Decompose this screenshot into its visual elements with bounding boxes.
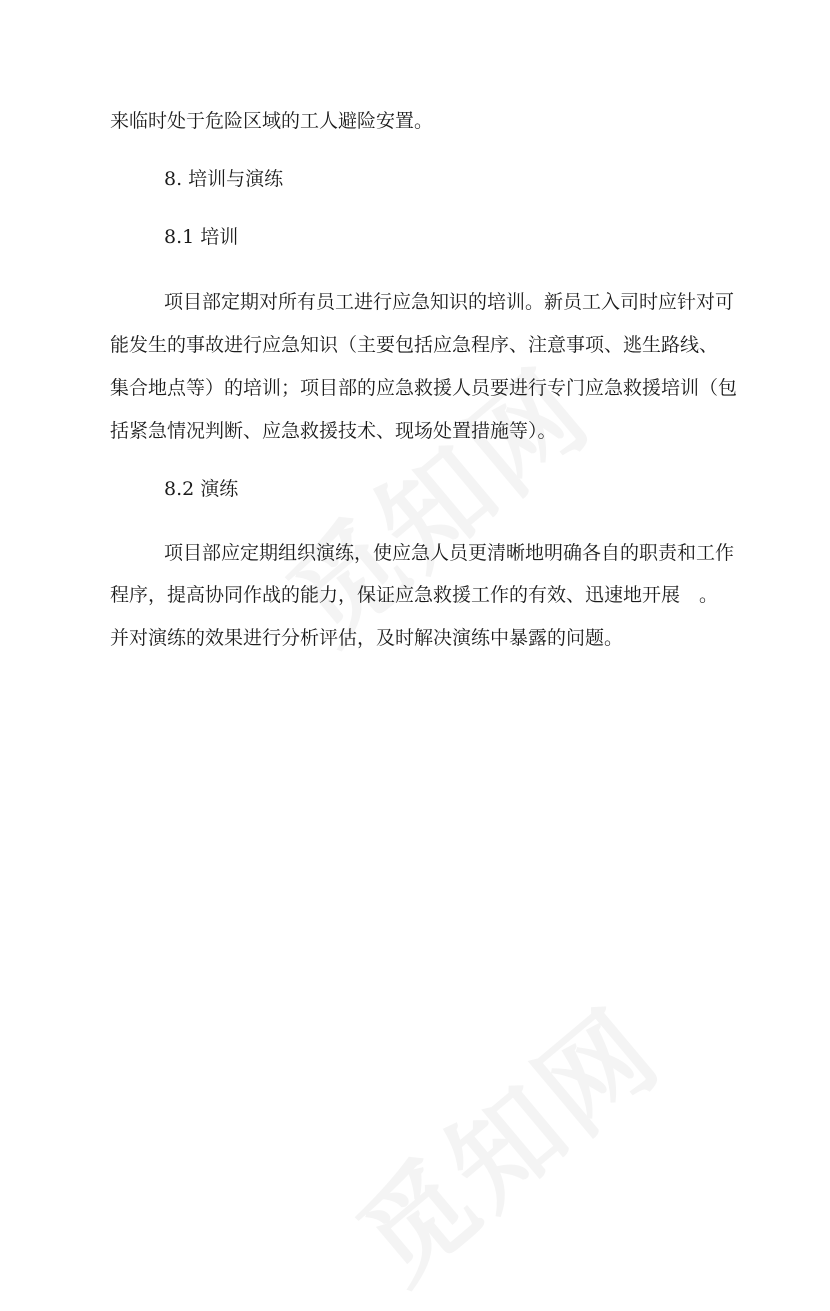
subsection-heading: 8.2 演练 xyxy=(164,478,239,500)
watermark xyxy=(320,967,688,1311)
section-heading: 8. 培训与演练 xyxy=(164,168,284,190)
paragraph-line: 集合地点等）的培训；项目部的应急救援人员要进行专门应急救援培训（包 xyxy=(110,377,738,399)
paragraph-line: 能发生的事故进行应急知识（主要包括应急程序、注意事项、逃生路线、 xyxy=(110,334,719,356)
paragraph-line: 程序，提高协同作战的能力，保证应急救援工作的有效、迅速地开展 。 xyxy=(110,584,719,606)
paragraph-line: 项目部应定期组织演练，使应急人员更清晰地明确各自的职责和工作 xyxy=(164,542,735,564)
paragraph-line: 项目部定期对所有员工进行应急知识的培训。新员工入司时应针对可 xyxy=(164,291,735,313)
paragraph-line: 并对演练的效果进行分析评估，及时解决演练中暴露的问题。 xyxy=(110,627,624,649)
paragraph-line: 来临时处于危险区域的工人避险安置。 xyxy=(110,110,434,132)
subsection-heading: 8.1 培训 xyxy=(164,226,239,248)
paragraph-line: 括紧急情况判断、应急救援技术、现场处置措施等）。 xyxy=(110,420,557,442)
